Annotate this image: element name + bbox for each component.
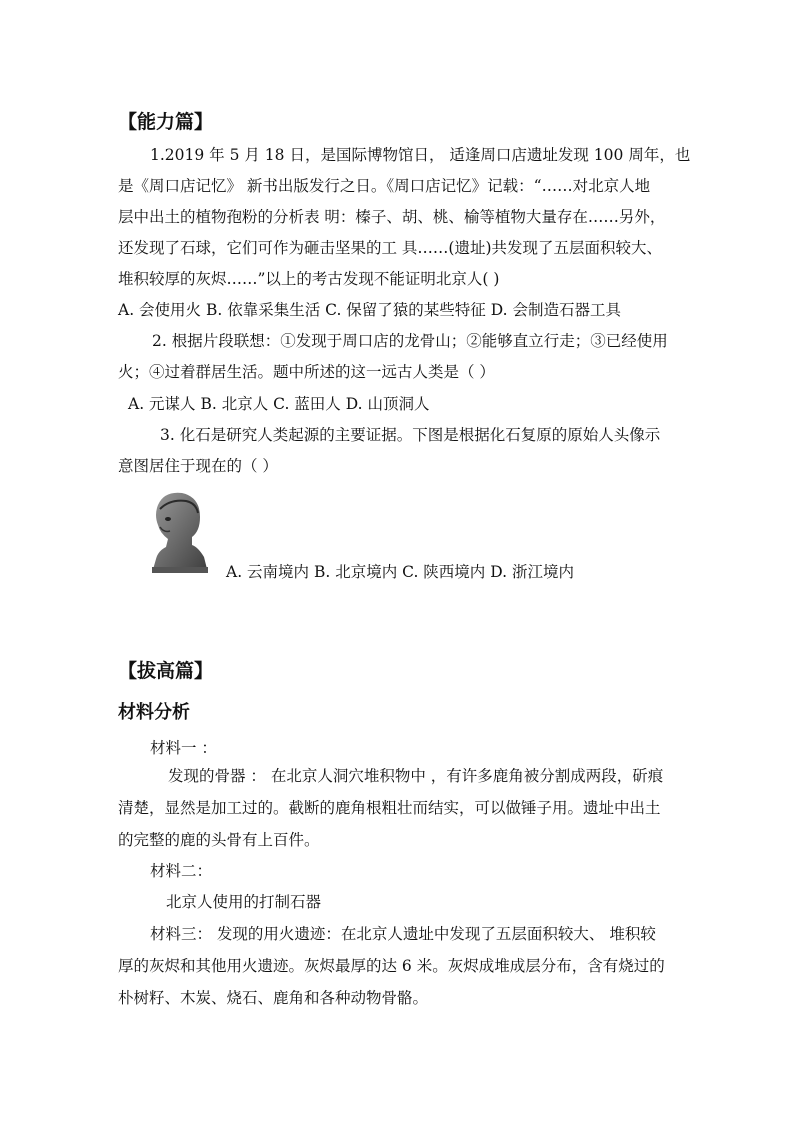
material-1-label: 材料一 ： <box>150 739 217 757</box>
section-heading-ability: 【能力篇】 <box>118 111 214 133</box>
material-1-line-1: 发现的骨器 ： 在北京人洞穴堆积物中 ，有许多鹿角被分割成两段，斫痕 <box>168 767 664 785</box>
q1-line-1: 1.2019 年 5 月 18 日，是国际博物馆日， 适逢周口店遗址发现 100 周年，也 <box>150 146 691 164</box>
q1-line-3: 层中出土的植物孢粉的分析表 明：榛子、胡、桃、榆等植物大量存在……另外， <box>118 208 666 226</box>
material-3-line-2: 厚的灰烬和其他用火遗迹。灰烬最厚的达 6 米。灰烬成堆成层分布，含有烧过的 <box>118 957 665 975</box>
q2-options: A. 元谋人 B. 北京人 C. 蓝田人 D. 山顶洞人 <box>128 395 430 413</box>
q2-line-1: 2. 根据片段联想：①发现于周口店的龙骨山；②能够直立行走；③已经使用 <box>152 332 668 350</box>
material-1-line-2: 清楚，显然是加工过的。截断的鹿角根粗壮而结实，可以做锤子用。遗址中出土 <box>118 799 661 817</box>
q1-line-2: 是《周口店记忆》 新书出版发行之日。《周口店记忆》记载：“……对北京人地 <box>118 177 651 195</box>
material-3-line-3: 朴树籽、木炭、烧石、鹿角和各种动物骨骼。 <box>118 989 429 1007</box>
q2-line-2: 火；④过着群居生活。题中所述的这一远古人类是（ ） <box>118 363 495 381</box>
q1-line-4: 还发现了石球，它们可作为砸击坚果的工 具……(遗址)共发现了五层面积较大、 <box>118 239 663 257</box>
q3-line-2: 意图居住于现在的（ ） <box>118 457 278 475</box>
material-3-line-1: 材料三： 发现的用火遗迹：在北京人遗址中发现了五层面积较大、 堆积较 <box>150 925 656 943</box>
primitive-human-bust-image <box>146 487 214 575</box>
q1-line-5: 堆积较厚的灰烬……”以上的考古发现不能证明北京人( ) <box>118 270 500 288</box>
section-heading-advanced: 【拔高篇】 <box>118 660 214 682</box>
material-2-text: 北京人使用的打制石器 <box>166 893 322 911</box>
material-2-label: 材料二： <box>150 862 213 880</box>
material-analysis-title: 材料分析 <box>118 702 190 723</box>
q1-options: A. 会使用火 B. 依靠采集生活 C. 保留了猿的某些特征 D. 会制造石器工具 <box>118 301 621 319</box>
q3-options: A. 云南境内 B. 北京境内 C. 陕西境内 D. 浙江境内 <box>226 563 574 581</box>
q3-line-1: 3. 化石是研究人类起源的主要证据。下图是根据化石复原的原始人头像示 <box>160 426 661 444</box>
material-1-line-3: 的完整的鹿的头骨有上百件。 <box>118 831 320 849</box>
